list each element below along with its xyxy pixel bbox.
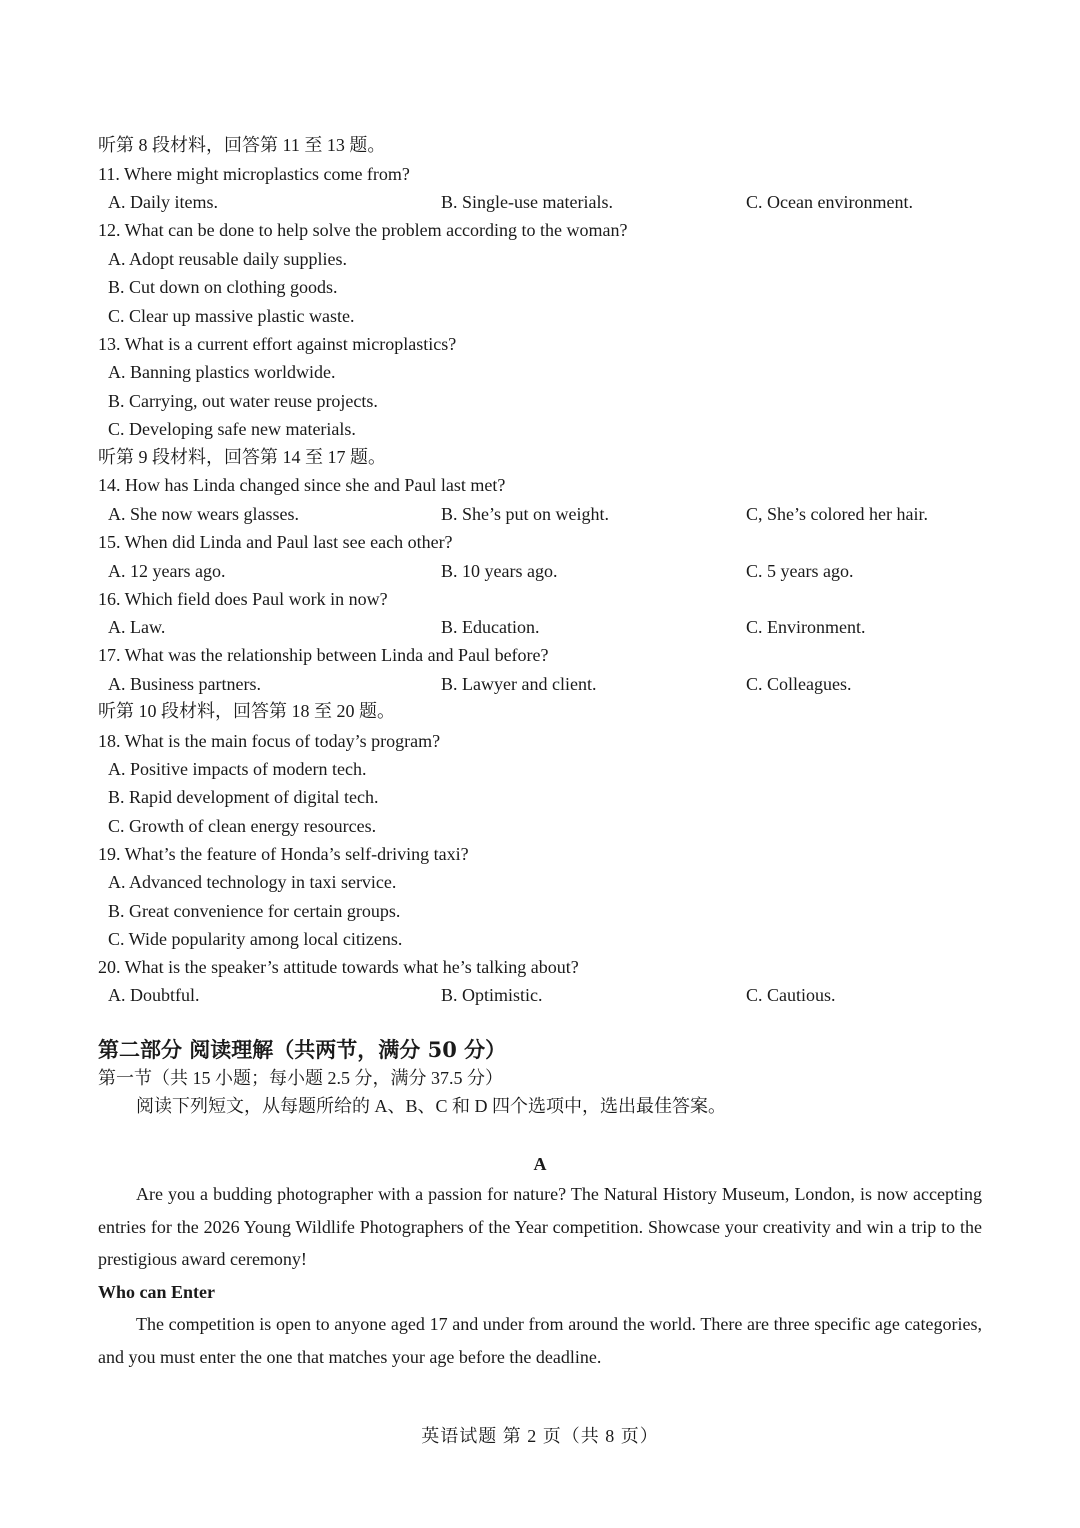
question-17-options [98,670,982,698]
passage-letter: A [533,1154,547,1174]
question-14-stem: 14. How has Linda changed since she and Paul last met? [98,475,506,495]
page-footer: 英语试题 第 2 页（共 8 页） [421,1426,659,1446]
q11-option-a: A. Daily items. [108,192,218,212]
q13-option-b: B. Carrying, out water reuse projects. [108,391,378,411]
question-16-stem: 16. Which field does Paul work in now? [98,589,388,609]
question-20-options [98,981,982,1009]
q14-option-a: A. She now wears glasses. [108,504,299,524]
question-17-stem: 17. What was the relationship between Linda and Paul before? [98,645,549,665]
q16-option-b: B. Education. [441,617,540,637]
question-20-stem: 20. What is the speaker’s attitude towards what he’s talking about? [98,957,579,977]
section9-heading: 听第 9 段材料，回答第 14 至 17 题。 [98,447,386,467]
section10-heading: 听第 10 段材料，回答第 18 至 20 题。 [98,701,395,721]
q12-option-a: A. Adopt reusable daily supplies. [108,249,347,269]
q20-option-b: B. Optimistic. [441,985,543,1005]
question-15-stem: 15. When did Linda and Paul last see each other? [98,532,453,552]
q16-option-c: C. Environment. [746,617,866,637]
q13-option-a: A. Banning plastics worldwide. [108,362,336,382]
question-16-options [98,613,982,641]
q20-option-a: A. Doubtful. [108,985,200,1005]
question-14-options [98,500,982,528]
q14-option-b: B. She’s put on weight. [441,504,610,524]
section8-heading: 听第 8 段材料，回答第 11 至 13 题。 [98,135,386,155]
question-18-stem: 18. What is the main focus of today’s program? [98,731,441,751]
reading-section-title: 第一节（共 15 小题；每小题 2.5 分，满分 37.5 分） [98,1068,503,1088]
q16-option-a: A. Law. [108,617,166,637]
q17-option-b: B. Lawyer and client. [441,674,597,694]
q17-option-a: A. Business partners. [108,674,261,694]
q12-option-c: C. Clear up massive plastic waste. [108,306,355,326]
reading-part-title: 第二部分 阅读理解（共两节，满分 50 分） [98,1037,507,1062]
q13-option-c: C. Developing safe new materials. [108,419,356,439]
question-11-options [98,188,982,216]
q19-option-b: B. Great convenience for certain groups. [108,901,401,921]
q12-option-b: B. Cut down on clothing goods. [108,277,338,297]
q15-option-c: C. 5 years ago. [746,561,854,581]
q18-option-a: A. Positive impacts of modern tech. [108,759,367,779]
q15-option-b: B. 10 years ago. [441,561,558,581]
q15-option-a: A. 12 years ago. [108,561,226,581]
question-19-stem: 19. What’s the feature of Honda’s self-driving taxi? [98,844,469,864]
q14-option-c: C, She’s colored her hair. [746,504,928,524]
q18-option-c: C. Growth of clean energy resources. [108,816,377,836]
question-11-stem: 11. Where might microplastics come from? [98,164,410,184]
passage-paragraph-2: The competition is open to anyone aged 17 and under from around the world. There are three specific age categories, and you must enter the one that matches your age before the deadline. [98,1314,982,1367]
q20-option-c: C. Cautious. [746,985,836,1005]
question-12-stem: 12. What can be done to help solve the problem according to the woman? [98,220,628,240]
q11-option-c: C. Ocean environment. [746,192,913,212]
passage-paragraph-1: Are you a budding photographer with a passion for nature? The Natural History Museum, London, is now accepting entries for the 2026 Young Wildlife Photographers of the Year competition. Showcase your creativity and win a trip to the prestigious award ceremony! [98,1184,982,1269]
reading-instruction: 阅读下列短文，从每题所给的 A、B、C 和 D 四个选项中，选出最佳答案。 [136,1096,727,1116]
q19-option-c: C. Wide popularity among local citizens. [108,929,403,949]
question-15-options [98,557,982,585]
q17-option-c: C. Colleagues. [746,674,852,694]
q19-option-a: A. Advanced technology in taxi service. [108,872,397,892]
q18-option-b: B. Rapid development of digital tech. [108,787,379,807]
section-heading-who-can-enter: Who can Enter [98,1282,215,1302]
q11-option-b: B. Single-use materials. [441,192,613,212]
question-13-stem: 13. What is a current effort against microplastics? [98,334,457,354]
